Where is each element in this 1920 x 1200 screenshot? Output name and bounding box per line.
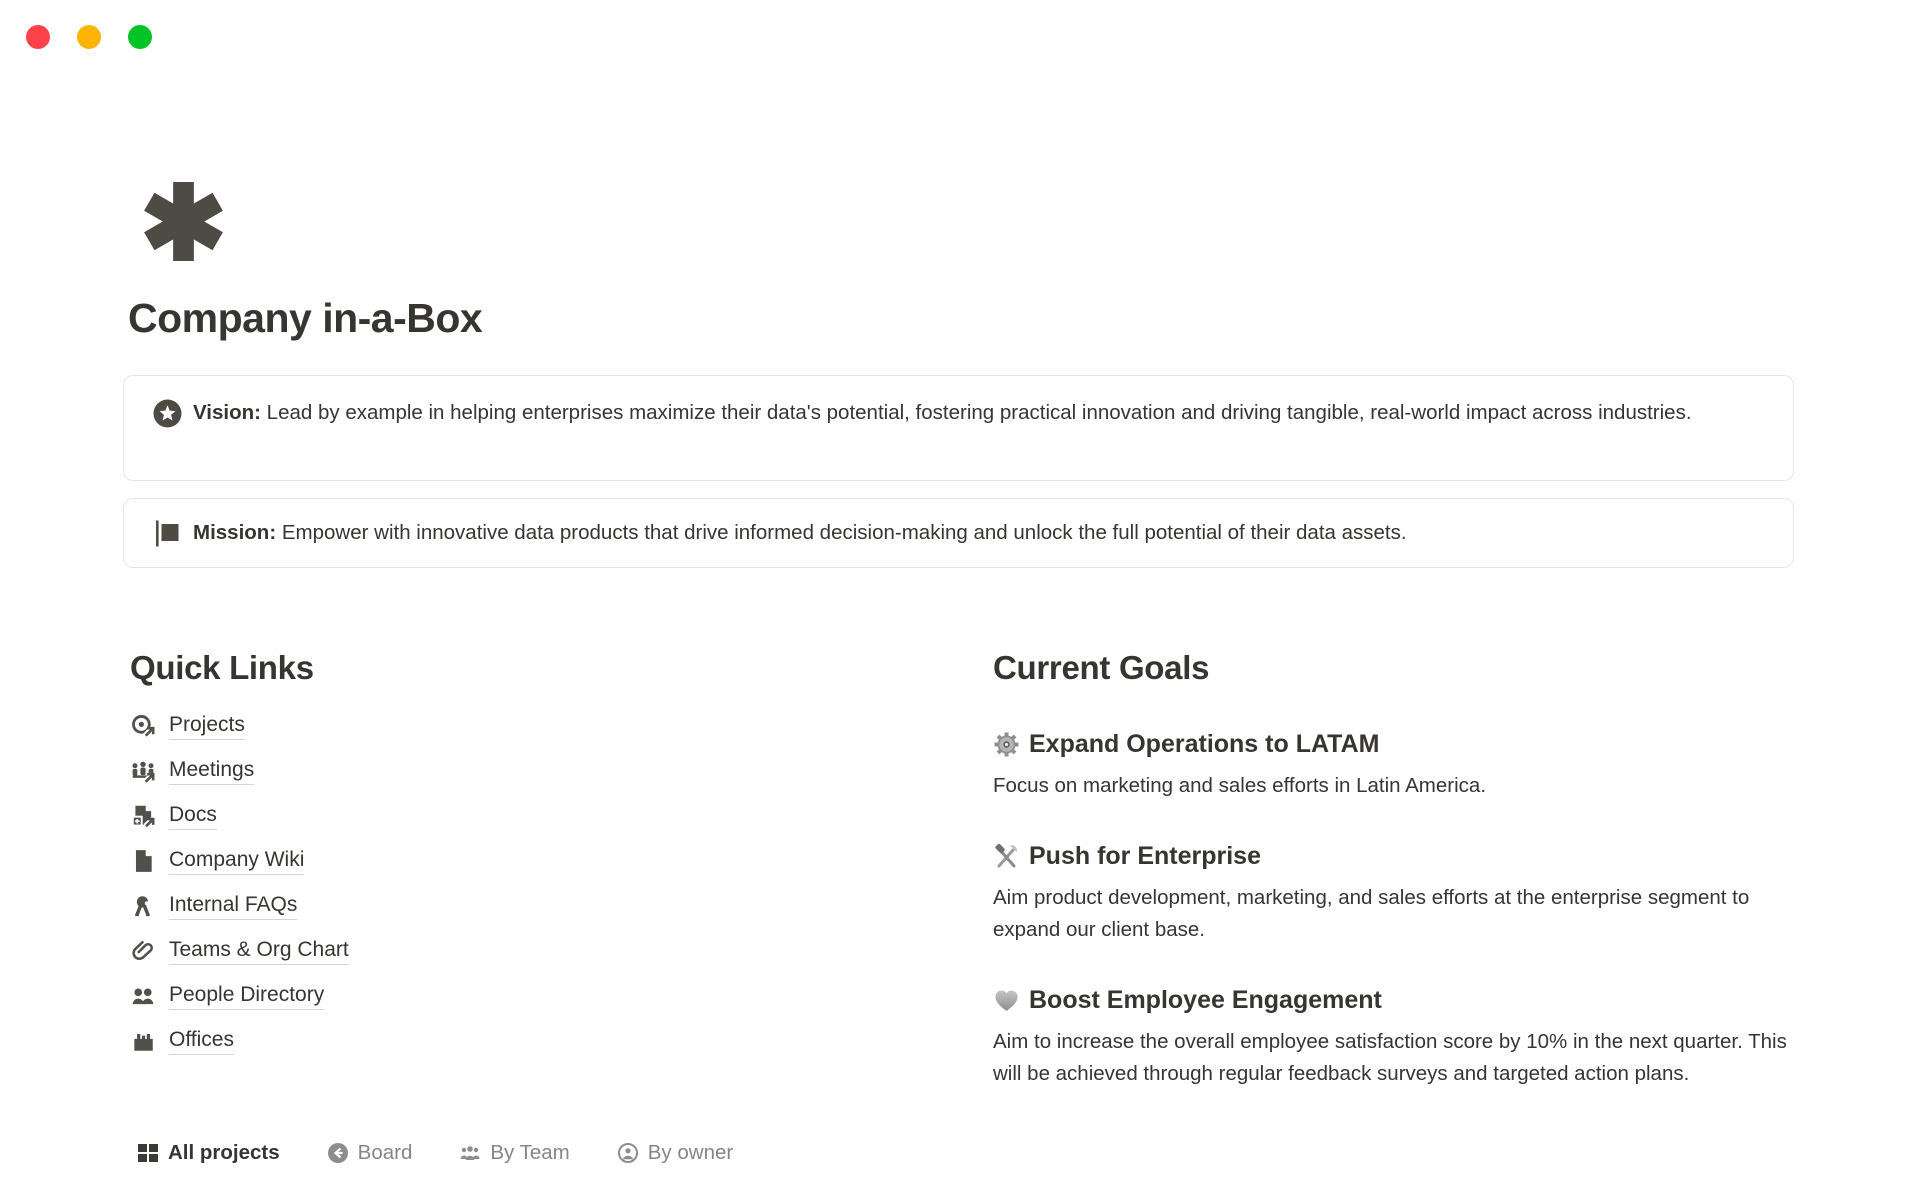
keyhole-person-icon — [130, 893, 156, 919]
goal-title: Expand Operations to LATAM — [993, 727, 1795, 761]
tab-label: By Team — [490, 1141, 570, 1164]
link-label: Offices — [169, 1026, 234, 1055]
flag-icon — [153, 519, 182, 548]
quick-links-heading: Quick Links — [130, 649, 314, 686]
zoom-button[interactable] — [128, 25, 152, 49]
link-people-directory[interactable] — [130, 973, 870, 1018]
goal-description: Focus on marketing and sales efforts in Latin America. — [993, 774, 1487, 797]
tab-board[interactable] — [327, 1141, 413, 1165]
board-circle-icon — [327, 1142, 349, 1164]
goal-title: Push for Enterprise — [993, 839, 1795, 873]
goal-push-enterprise — [993, 839, 1795, 946]
window-controls — [26, 25, 152, 49]
owner-icon — [617, 1142, 639, 1164]
quick-links-list — [130, 703, 870, 1063]
tab-label: Board — [357, 1141, 413, 1164]
team-icon — [459, 1142, 481, 1164]
mission-callout — [123, 498, 1794, 568]
goal-description: Aim product development, marketing, and sales efforts at the enterprise segment to expand our client base. — [993, 886, 1750, 941]
goal-boost-engagement — [993, 983, 1795, 1090]
link-label: Teams & Org Chart — [169, 936, 349, 965]
tab-by-owner[interactable] — [617, 1141, 733, 1165]
page-asterisk-icon[interactable] — [144, 182, 223, 261]
grid-icon — [137, 1142, 159, 1164]
goal-title: Boost Employee Engagement — [993, 983, 1795, 1017]
link-projects[interactable] — [130, 703, 870, 748]
quick-links-section — [130, 646, 870, 1063]
goal-description: Aim to increase the overall employee satisfaction score by 10% in the next quarter. This will be achieved through regular feedback surveys and targeted action plans. — [993, 1030, 1787, 1085]
page-icon — [130, 848, 156, 874]
people-icon — [130, 983, 156, 1009]
link-label: People Directory — [169, 981, 324, 1010]
link-label: Docs — [169, 801, 217, 830]
meeting-arrow-icon — [130, 758, 156, 784]
current-goals-heading: Current Goals — [993, 649, 1210, 686]
paperclip-icon — [130, 938, 156, 964]
star-circle-icon — [153, 399, 182, 428]
current-goals-section — [993, 646, 1795, 1090]
gear-icon — [993, 731, 1020, 758]
link-meetings[interactable] — [130, 748, 870, 793]
hammer-wrench-icon — [993, 843, 1020, 870]
database-view-tabs — [137, 1141, 733, 1165]
page-title: Company in-a-Box — [128, 295, 483, 341]
link-offices[interactable] — [130, 1018, 870, 1063]
tab-by-team[interactable] — [459, 1141, 569, 1165]
link-label: Meetings — [169, 756, 254, 785]
tab-label: All projects — [168, 1141, 280, 1164]
goal-expand-latam — [993, 727, 1795, 802]
link-teams-org-chart[interactable] — [130, 928, 870, 973]
gray-heart-icon — [993, 987, 1020, 1014]
close-button[interactable] — [26, 25, 50, 49]
building-icon — [130, 1028, 156, 1054]
link-label: Internal FAQs — [169, 891, 297, 920]
target-arrow-icon — [130, 713, 156, 739]
vision-text: Vision: Lead by example in helping enterprises maximize their data's potential, fostering practical innovation and driving tangible, real-world impact across industries. — [193, 401, 1692, 424]
mission-text: Mission: Empower with innovative data products that drive informed decision-making and unlock the full potential of their data assets. — [193, 521, 1407, 544]
link-docs[interactable] — [130, 793, 870, 838]
tab-all-projects[interactable] — [137, 1141, 280, 1165]
doc-plus-arrow-icon — [130, 803, 156, 829]
link-internal-faqs[interactable] — [130, 883, 870, 928]
link-label: Company Wiki — [169, 846, 304, 875]
link-company-wiki[interactable] — [130, 838, 870, 883]
tab-label: By owner — [647, 1141, 734, 1164]
link-label: Projects — [169, 711, 245, 740]
minimize-button[interactable] — [77, 25, 101, 49]
vision-callout — [123, 375, 1794, 481]
